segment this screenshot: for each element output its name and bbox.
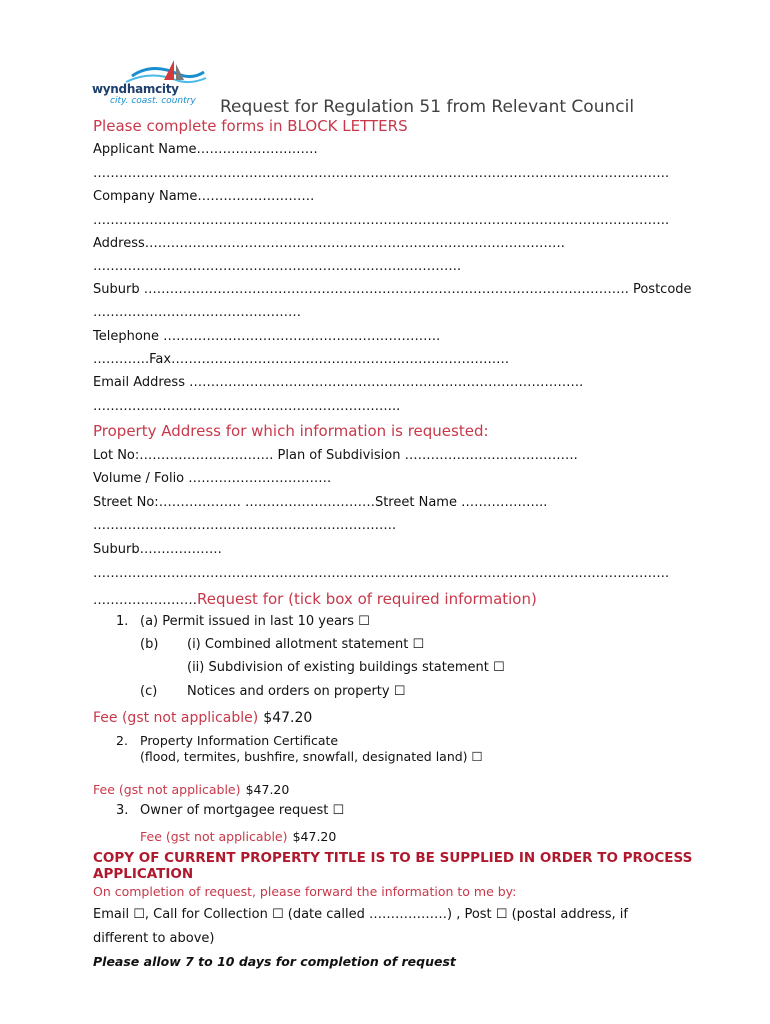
fee-2-amount: $47.20 bbox=[245, 782, 290, 797]
fee-1-row bbox=[93, 707, 312, 726]
applicant-name-field[interactable]: Applicant Name………………………. bbox=[93, 142, 318, 157]
subdivision-buildings-checkbox-item[interactable]: (ii) Subdivision of existing buildings statement ☐ bbox=[187, 660, 505, 675]
property-address-heading: Property Address for which information is requested: bbox=[93, 422, 489, 440]
wyndham-logo bbox=[92, 58, 222, 114]
email-field[interactable]: Email Address ………………………………………………………………………………. bbox=[93, 375, 584, 390]
fee-2-label: Fee (gst not applicable) bbox=[93, 782, 241, 797]
telephone-field[interactable]: Telephone ………………………………………………………. bbox=[93, 329, 441, 344]
volume-folio-field[interactable]: Volume / Folio …………………………… bbox=[93, 471, 332, 486]
mortgagee-request-checkbox-item[interactable]: Owner of mortgagee request ☐ bbox=[140, 803, 345, 818]
permit-checkbox-item[interactable]: (a) Permit issued in last 10 years ☐ bbox=[140, 614, 370, 629]
request-heading: Request for (tick box of required information) bbox=[197, 590, 537, 608]
fee-2-row bbox=[93, 779, 289, 798]
address-field[interactable]: Address……………………………………………………………………………………. bbox=[93, 236, 565, 251]
fee-1-label: Fee (gst not applicable) bbox=[93, 710, 259, 726]
company-name-field[interactable]: Company Name……………………… bbox=[93, 189, 315, 204]
block-letters-instruction: Please complete forms in BLOCK LETTERS bbox=[93, 117, 408, 135]
notices-orders-checkbox-item[interactable]: Notices and orders on property ☐ bbox=[187, 684, 406, 699]
logo-brand: wyndhamcity bbox=[92, 82, 179, 96]
fee-1-amount: $47.20 bbox=[263, 710, 313, 726]
title-copy-notice: COPY OF CURRENT PROPERTY TITLE IS TO BE SUPPLIED IN ORDER TO PROCESS APPLICATION bbox=[93, 850, 693, 882]
delivery-options-continuation: different to above) bbox=[93, 931, 215, 946]
logo-tagline: city. coast. country bbox=[110, 96, 196, 106]
page-title: Request for Regulation 51 from Relevant Council bbox=[220, 97, 635, 117]
address-continuation[interactable]: …………………………………………………………………………. bbox=[93, 259, 462, 274]
fee-3-label: Fee (gst not applicable) bbox=[140, 829, 288, 844]
fee-3-amount: $47.20 bbox=[292, 829, 337, 844]
processing-time-note: Please allow 7 to 10 days for completion of request bbox=[93, 954, 456, 969]
item-1b-label: (b) bbox=[140, 637, 159, 652]
postcode-continuation[interactable]: ………………………………………… bbox=[93, 305, 301, 320]
property-certificate-checkbox-item[interactable]: (flood, termites, bushfire, snowfall, designated land) ☐ bbox=[140, 749, 483, 764]
company-name-continuation[interactable]: ……………………………………………………………………………………………………………………. bbox=[93, 213, 670, 228]
request-heading-row bbox=[93, 589, 537, 608]
request-prefix-dots: …………………… bbox=[93, 593, 197, 608]
property-certificate-item: Property Information Certificate bbox=[140, 733, 339, 748]
fee-3-row bbox=[140, 826, 336, 845]
email-continuation[interactable]: …………………………………………………………….. bbox=[93, 399, 401, 414]
forward-instruction: On completion of request, please forward the information to me by: bbox=[93, 884, 517, 899]
fax-field[interactable]: ………….Fax…………………………………………………………………… bbox=[93, 352, 510, 367]
lot-plan-field[interactable]: Lot No:…………………………. Plan of Subdivision …………………………………. bbox=[93, 448, 578, 463]
suburb-postcode-field[interactable]: Suburb …………………………………………………………………………………………………. Postcode bbox=[93, 282, 692, 297]
property-suburb-continuation[interactable]: ……………………………………………………………………………………………………………………. bbox=[93, 566, 670, 581]
street-field[interactable]: Street No:………………. …………………………Street Name ……………….. bbox=[93, 495, 548, 510]
street-continuation[interactable]: ……………………………………………………………. bbox=[93, 518, 397, 533]
property-suburb-field[interactable]: Suburb………………. bbox=[93, 542, 222, 557]
item-2-number: 2. bbox=[116, 733, 128, 748]
item-1c-label: (c) bbox=[140, 684, 158, 699]
item-3-number: 3. bbox=[116, 803, 129, 818]
combined-allotment-checkbox-item[interactable]: (i) Combined allotment statement ☐ bbox=[187, 637, 425, 652]
item-1-number: 1. bbox=[116, 614, 129, 629]
delivery-options[interactable]: Email ☐, Call for Collection ☐ (date called ………………) , Post ☐ (postal address, if bbox=[93, 907, 628, 922]
applicant-name-continuation[interactable]: ……………………………………………………………………………………………………………………. bbox=[93, 166, 670, 181]
